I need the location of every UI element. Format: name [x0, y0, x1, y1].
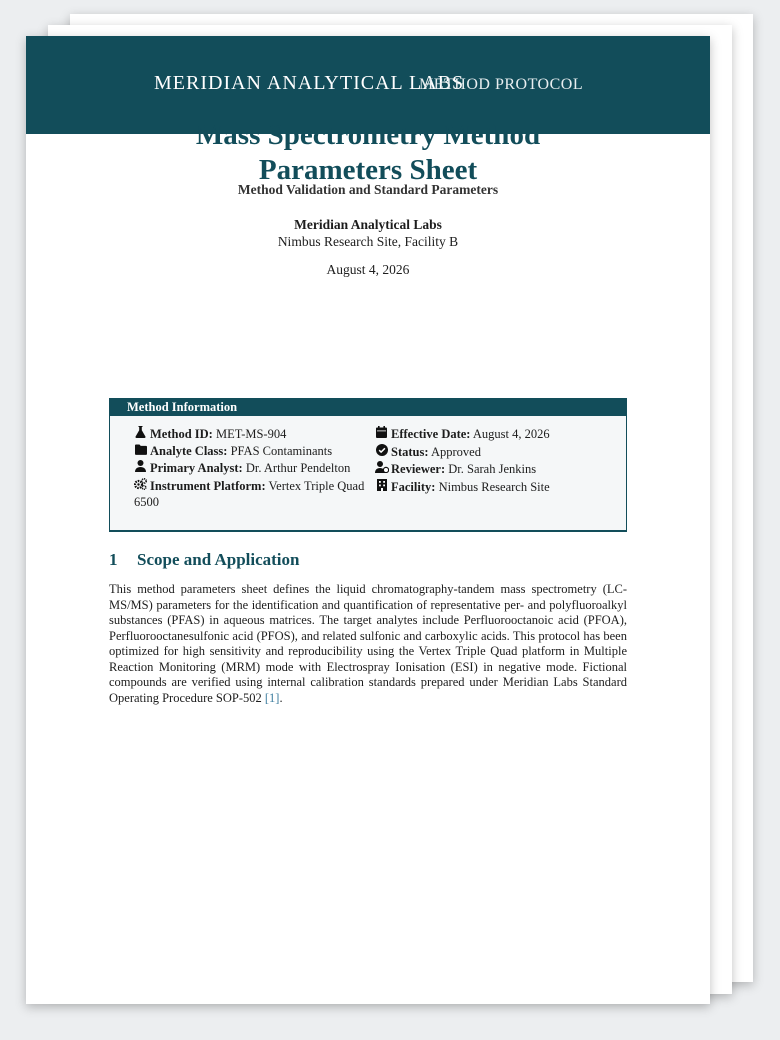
section-heading [109, 550, 300, 570]
info-primary-analyst [134, 460, 366, 478]
info-analyte-class [134, 444, 366, 461]
document-subtitle: Method Validation and Standard Parameters [237, 182, 499, 197]
info-reviewer [375, 461, 615, 479]
info-value: Nimbus Research Site [438, 479, 550, 494]
info-label: Instrument Platform: [150, 478, 266, 493]
method-information-heading: Method Information [110, 399, 626, 416]
brand-name: MERIDIAN ANALYTICAL LABS [154, 72, 465, 94]
info-label: Reviewer: [391, 462, 446, 476]
document-page [26, 36, 710, 1004]
user-icon [134, 460, 147, 478]
title-line-2: Parameters Sheet [258, 154, 478, 186]
info-value: Dr. Arthur Pendelton [245, 461, 351, 475]
info-value: Vertex Triple Quad 6500 [134, 478, 365, 509]
section-number: 1 [109, 550, 118, 569]
info-column-right [375, 426, 615, 496]
organization-name: Meridian Analytical Labs [294, 217, 442, 232]
document-type: METHOD PROTOCOL [419, 76, 584, 93]
method-information-box [109, 398, 627, 532]
info-value: PFAS Contaminants [230, 443, 333, 458]
info-label: Method ID: [150, 427, 213, 441]
document-title [26, 118, 710, 188]
check-circle-icon [375, 444, 388, 462]
info-value: August 4, 2026 [472, 427, 550, 441]
info-effective-date [375, 426, 615, 444]
info-method-id [134, 426, 366, 444]
title-line-1: Mass Spectrometry Method [195, 119, 541, 151]
info-instrument-platform [134, 478, 366, 511]
info-label: Facility: [391, 479, 436, 494]
user-check-icon [375, 461, 388, 479]
info-value: MET-MS-904 [215, 427, 287, 441]
info-value: Approved [430, 444, 481, 459]
folder-icon [134, 444, 147, 461]
section-body [109, 582, 627, 706]
section-title: Scope and Application [137, 550, 300, 569]
section-body-end: . [279, 690, 283, 705]
citation-link[interactable]: [1] [264, 690, 280, 705]
info-label: Analyte Class: [150, 443, 228, 458]
document-date: August 4, 2026 [326, 262, 410, 277]
calendar-icon [375, 426, 388, 444]
info-column-left [134, 426, 366, 511]
info-label: Effective Date: [391, 427, 471, 441]
section-body-text: This method parameters sheet defines the liquid chromatography-tandem mass spectrometry (LC-MS/MS) parameters for the identification and quantification of representative per- and polyfluoroalkyl substances (PFAS) in aqueous matrices. The target analytes include Perfluorooctanoic acid (PFOA), Perfluorooctanesulfonic acid (PFOS), and related sulfonic and carboxylic acids. This protocol has been optimized for high sensitivity and reproducibility using the Vertex Triple Quad platform in Multiple Reaction Monitoring (MRM) mode with Electrospray Ionisation (ESI) in negative mode. Fictional compounds are verified using internal calibration standards prepared under Meridian Labs Standard Operating Procedure SOP-502 [109, 582, 627, 705]
info-status [375, 444, 615, 462]
flask-icon [134, 426, 147, 444]
building-icon [375, 479, 388, 497]
info-label: Primary Analyst: [150, 461, 243, 475]
info-label: Status: [391, 444, 429, 459]
info-facility [375, 479, 615, 497]
site-name: Nimbus Research Site, Facility B [277, 234, 459, 249]
gears-icon [134, 478, 147, 496]
info-value: Dr. Sarah Jenkins [448, 462, 537, 476]
